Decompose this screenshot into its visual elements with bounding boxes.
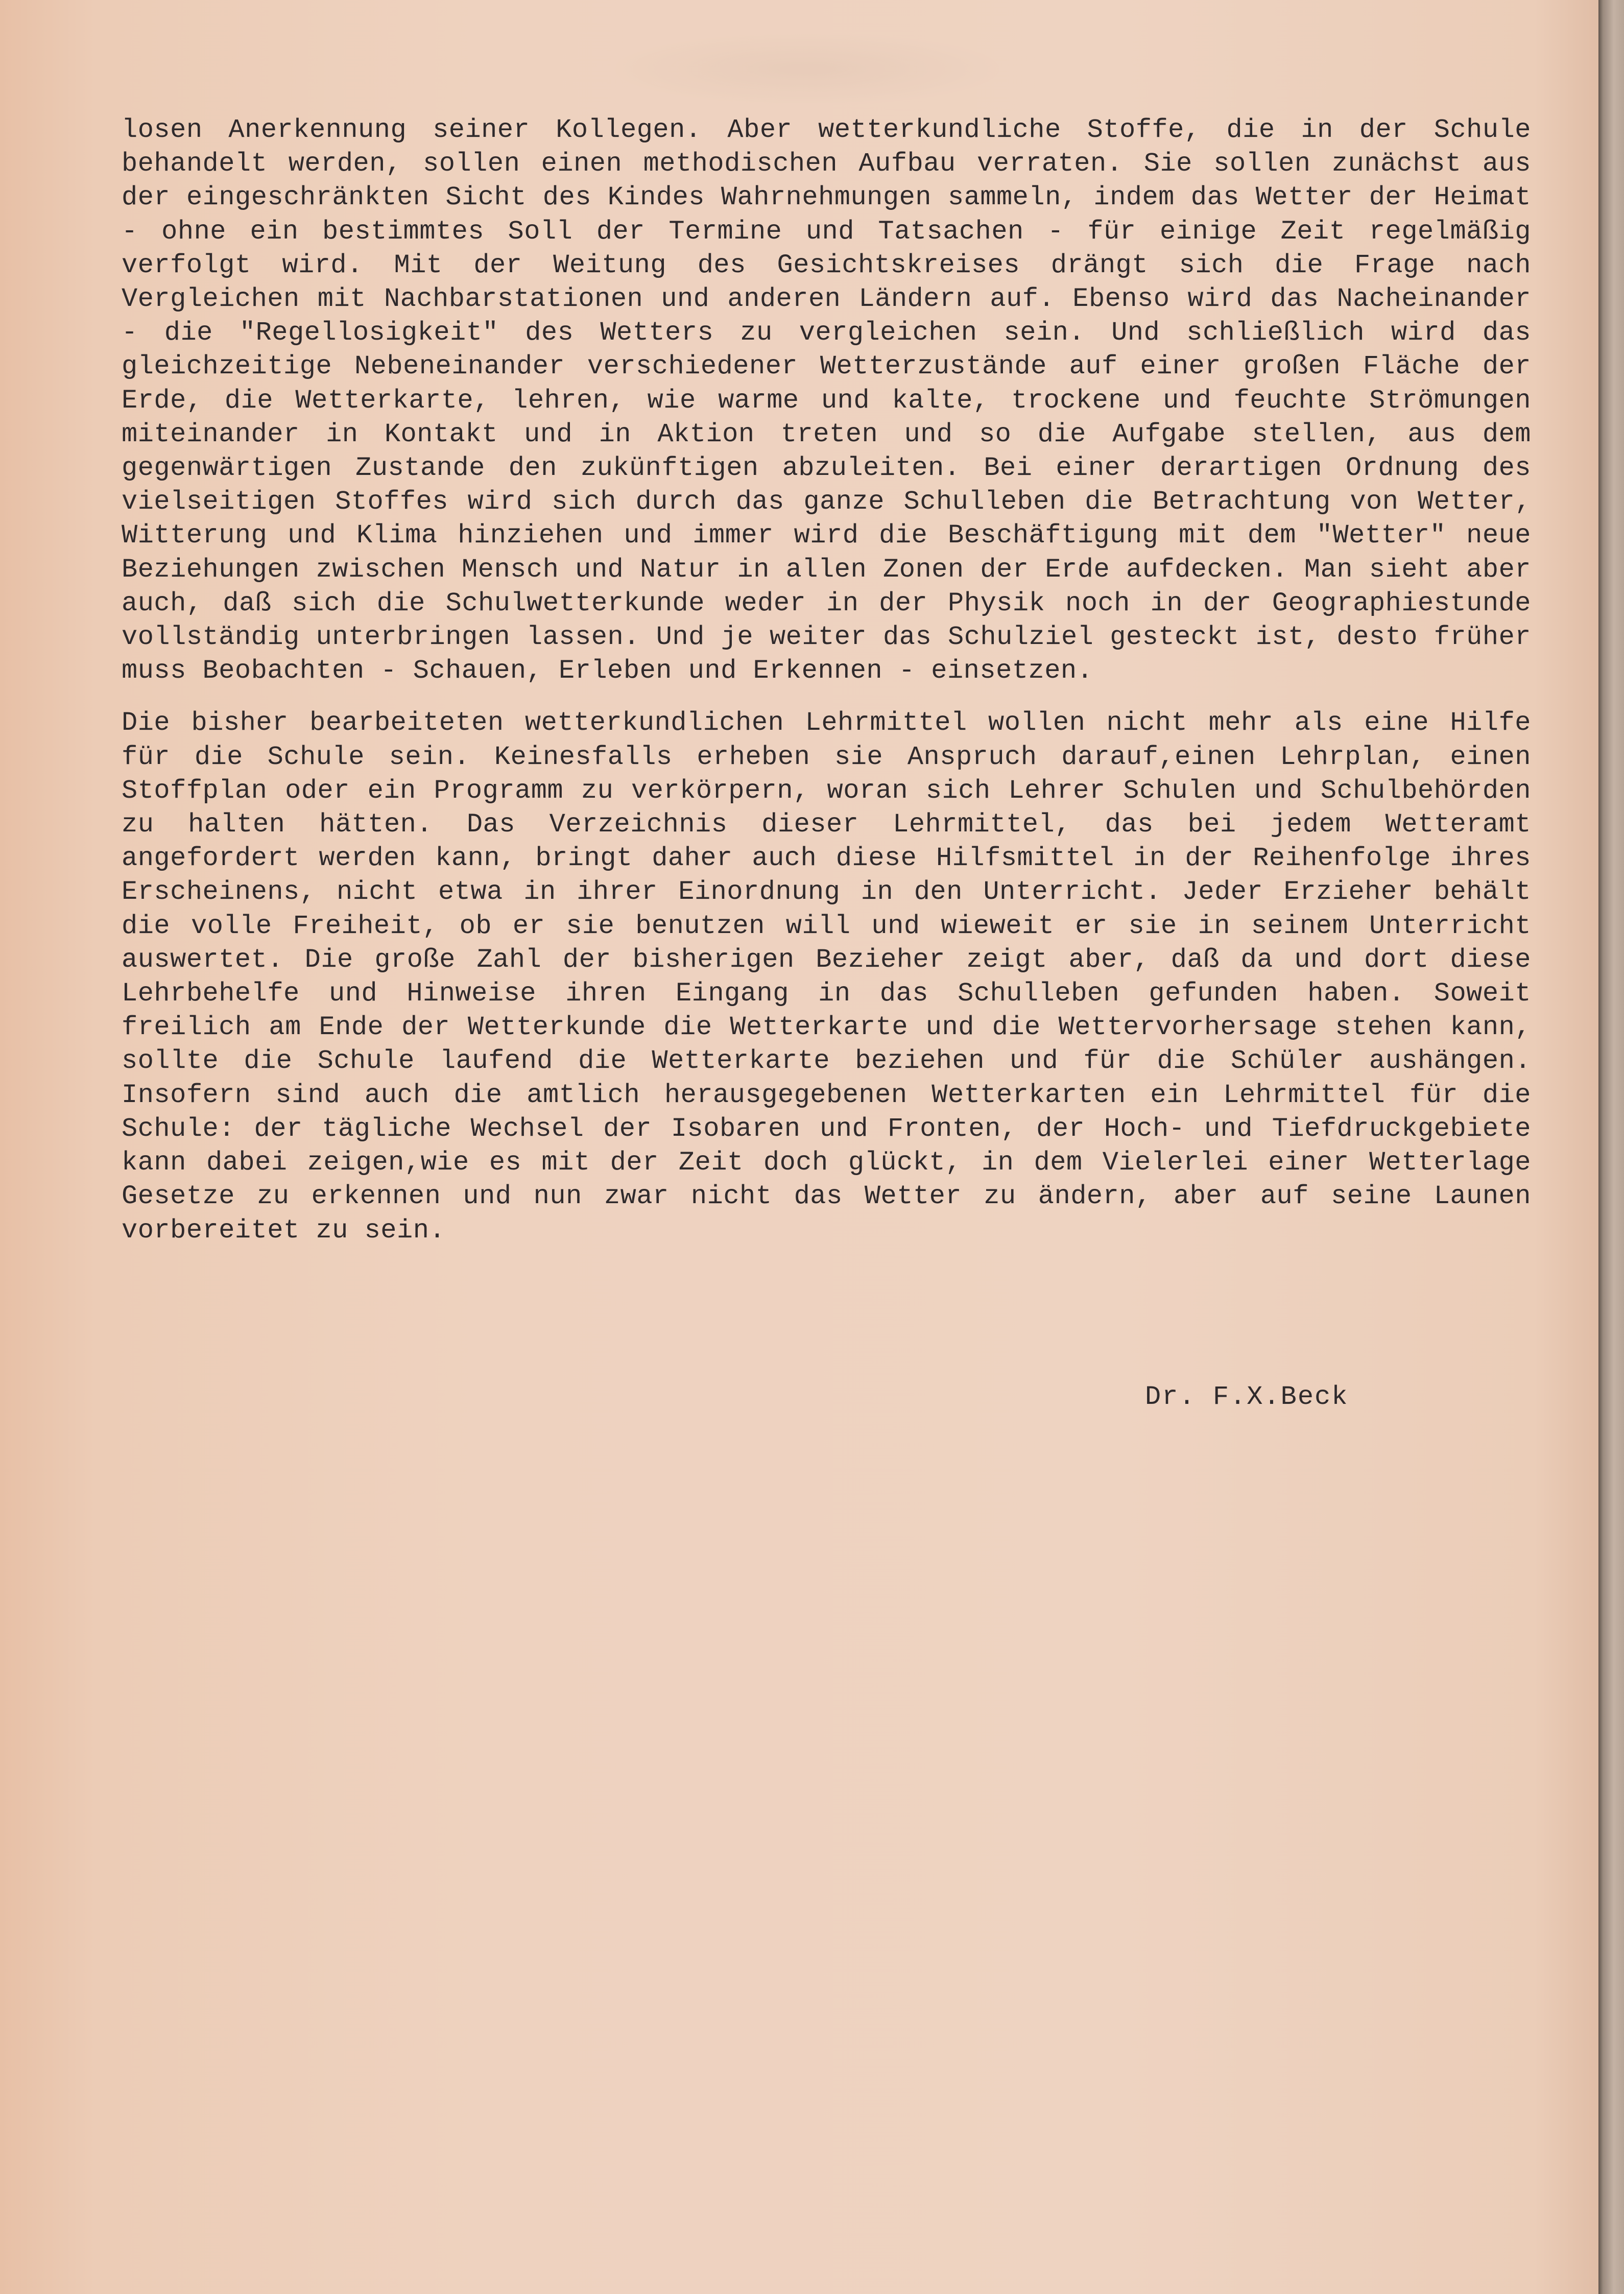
show-through-smudge <box>603 31 1011 107</box>
author-signature: Dr. F.X.Beck <box>1145 1382 1349 1412</box>
paragraph-2: Die bisher bearbeiteten wetterkundlichen Lehrmittel wollen nicht mehr als eine Hilfe für die Schule sein. Keinesfalls erheben sie Anspruch darauf,einen Lehrplan, einen Stoffplan oder ein Programm zu verkörpern, woran sich Lehrer Schulen und Schulbehörden zu halten hätten. Das Verzeichnis dieser Lehrmittel, das bei jedem Wetteramt angefordert werden kann, bringt daher auch diese Hilfsmittel in der Reihenfolge ihres Erscheinens, nicht etwa in ihrer Einordnung in den Unterricht. Jeder Erzieher behält die volle Freiheit, ob er sie benutzen will und wieweit er sie in seinem Unterricht auswertet. Die große Zahl der bisherigen Bezieher zeigt aber, daß da und dort diese Lehrbehelfe und Hinweise ihren Eingang in das Schulleben gefunden haben. Soweit freilich am Ende der Wetterkunde die Wetterkarte und die Wettervorhersage stehen kann, sollte die Schule laufend die Wetterkarte beziehen und für die Schüler aushängen. Insofern sind auch die amtlich herausgegebenen Wetterkarten ein Lehrmittel für die Schule: der tägliche Wechsel der Isobaren und Fronten, der Hoch- und Tiefdruckgebiete kann dabei zeigen,wie es mit der Zeit doch glückt, in dem Vielerlei einer Wetterlage Gesetze zu erkennen und nun zwar nicht das Wetter zu ändern, aber auf seine Launen vorbereitet zu sein. <box>122 708 1531 1246</box>
book-spine-edge <box>1598 0 1624 2294</box>
body-text <box>122 113 1531 1248</box>
paragraph-1: losen Anerkennung seiner Kollegen. Aber wetterkundliche Stoffe, die in der Schule behandelt werden, sollen einen methodischen Aufbau verraten. Sie sollen zunächst aus der eingeschränkten Sicht des Kindes Wahrnehmungen sammeln, indem das Wetter der Heimat - ohne ein bestimmtes Soll der Termine und Tatsachen - für einige Zeit regelmäßig verfolgt wird. Mit der Weitung des Gesichtskreises drängt sich die Frage nach Vergleichen mit Nachbarstationen und anderen Ländern auf. Ebenso wird das Nacheinander - die "Regellosigkeit" des Wetters zu vergleichen sein. Und schließlich wird das gleichzeitige Nebeneinander verschiedener Wetterzustände auf einer großen Fläche der Erde, die Wetterkarte, lehren, wie warme und kalte, trockene und feuchte Strömungen miteinander in Kontakt und in Aktion treten und so die Aufgabe stellen, aus dem gegenwärtigen Zustande den zukünftigen abzuleiten. Bei einer derartigen Ordnung des vielseitigen Stoffes wird sich durch das ganze Schulleben die Betrachtung von Wetter, Witterung und Klima hinziehen und immer wird die Beschäftigung mit dem "Wetter" neue Beziehungen zwischen Mensch und Natur in allen Zonen der Erde aufdecken. Man sieht aber auch, daß sich die Schulwetterkunde weder in der Physik noch in der Geographiestunde vollständig unterbringen lassen. Und je weiter das Schulziel gesteckt ist, desto früher muss Beobachten - Schauen, Erleben und Erkennen - einsetzen. <box>122 115 1531 686</box>
